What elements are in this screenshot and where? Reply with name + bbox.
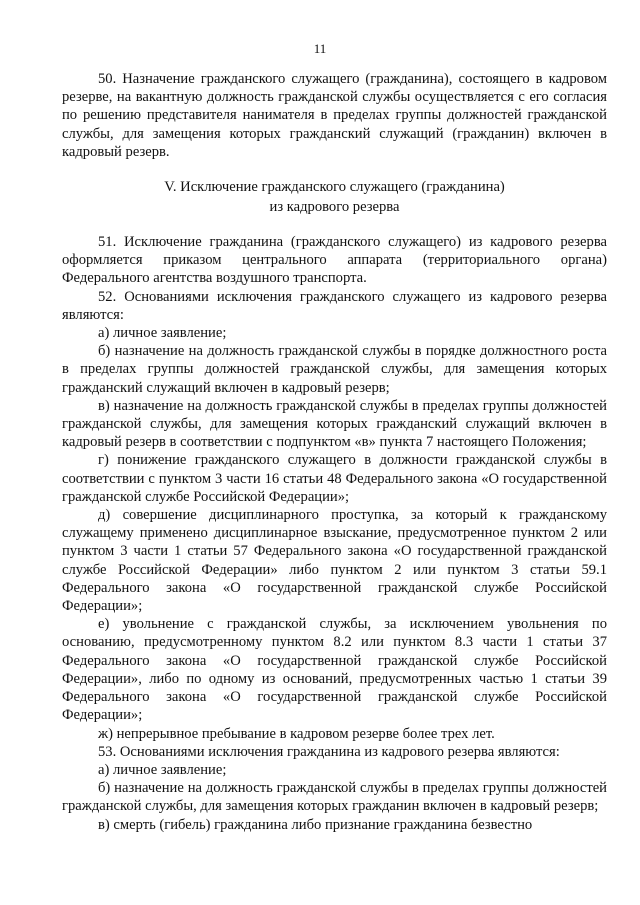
list-item-52-b: б) назначение на должность гражданской службы в порядке должностного роста в пределах группы должностей гражданской службы, для замещения которых гражданский служащий включен в кадровый резерв; — [62, 343, 607, 396]
list-item-53-a: а) личное заявление; — [98, 761, 227, 778]
list-item-52-v: в) назначение на должность гражданской службы в пределах группы должностей гражданской службы, для замещения которых гражданский служащий включен в кадровый резерв в соответствии с подпунктом «в» пункта 7 настоящего Положения; — [62, 397, 607, 451]
page-number: 11 — [313, 41, 327, 56]
list-item-52-g: г) понижение гражданского служащего в должности гражданской службы в соответствии с пунктом 3 части 16 статьи 48 Федерального закона «О государственной гражданской службе Российской Федерации»; — [62, 452, 607, 505]
paragraph-51: 51. Исключение гражданина (гражданского служащего) из кадрового резерва оформляется приказом центрального аппарата (территориального органа) Федерального агентства воздушного транспорта. — [62, 234, 607, 287]
paragraph-50: 50. Назначение гражданского служащего (гражданина), состоящего в кадровом резерве, на вакантную должность гражданской службы осуществляется с его согласия по решению представителя нанимателя в пределах группы должностей гражданской службы, для замещения которых гражданский служащий (гражданин) включен в кадровый резерв. — [62, 71, 607, 160]
section-heading — [62, 177, 607, 217]
list-item-52-zh: ж) непрерывное пребывание в кадровом резерве более трех лет. — [98, 725, 495, 742]
list-item-53-b: б) назначение на должность гражданской службы в пределах группы должностей гражданской службы, для замещения которых гражданин включен в кадровый резерв; — [62, 780, 607, 815]
list-item-53-v: в) смерть (гибель) гражданина либо признание гражданина безвестно — [98, 816, 533, 833]
document-body — [62, 70, 607, 834]
list-item-52-e: е) увольнение с гражданской службы, за исключением увольнения по основанию, предусмотренному пунктом 8.2 или пунктом 8.3 части 1 статьи 37 Федерального закона «О государственной гражданской службе Российской Федерации», либо по одному из оснований, предусмотренных частью 1 статьи 39 Федерального закона «О государственной гражданской службе Российской Федерации»; — [62, 616, 607, 724]
section-title-line-1: V. Исключение гражданского служащего (гражданина) — [164, 179, 505, 196]
paragraph-53: 53. Основаниями исключения гражданина из кадрового резерва являются: — [98, 743, 560, 760]
section-title-line-2: из кадрового резерва — [269, 199, 400, 216]
list-item-52-a: а) личное заявление; — [98, 325, 227, 342]
list-item-52-d: д) совершение дисциплинарного проступка, за который к гражданскому служащему применено дисциплинарное взыскание, предусмотренное пунктом 2 или пунктом 3 части 1 статьи 57 Федерального закона «О государственной гражданской службе Российской Федерации» либо пунктом 2 или пунктом 3 статьи 59.1 Федерального закона «О государственной гражданской службе Российской Федерации»; — [62, 507, 607, 615]
paragraph-52: 52. Основаниями исключения гражданского служащего из кадрового резерва являются: — [62, 288, 607, 323]
